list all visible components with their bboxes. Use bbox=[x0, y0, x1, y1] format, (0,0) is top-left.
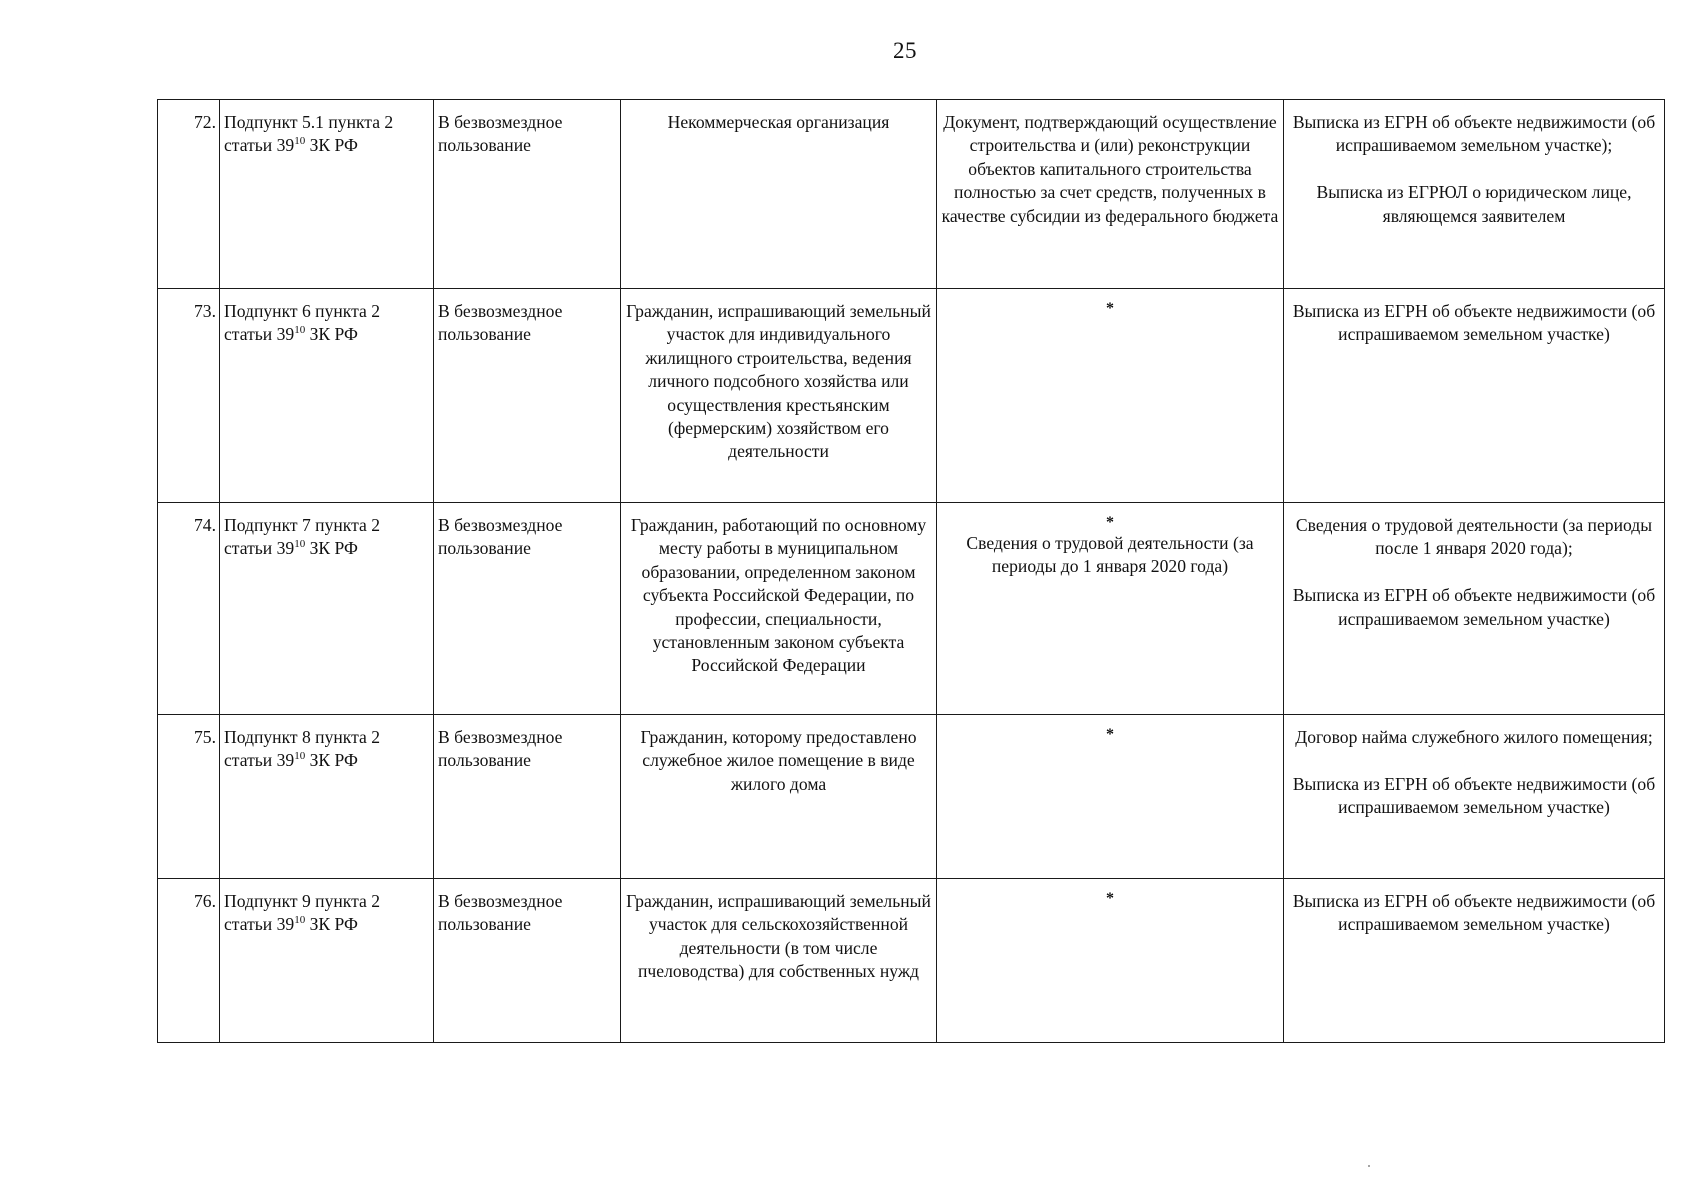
interagency-documents-cell bbox=[1284, 503, 1665, 715]
asterisk-mark: * bbox=[1106, 890, 1114, 907]
applicant-document-text: Документ, подтверждающий осуществление строительства и (или) реконструкции объектов капитального строительства полностью за счет средств, полученных в качестве субсидии из федерального бюджета bbox=[941, 112, 1279, 226]
article-text: статьи 39 bbox=[224, 324, 295, 345]
right-type-line: В безвозмездное bbox=[438, 515, 563, 535]
right-type-line: пользование bbox=[438, 135, 531, 156]
right-type-cell bbox=[434, 503, 621, 715]
table-row bbox=[158, 879, 1665, 1043]
legal-basis-line bbox=[224, 749, 429, 772]
row-number: 75. bbox=[158, 715, 220, 879]
legal-basis-line bbox=[224, 537, 429, 560]
legal-basis-line: Подпункт 6 пункта 2 bbox=[224, 301, 381, 321]
legal-basis-cell bbox=[220, 503, 434, 715]
table-row bbox=[158, 503, 1665, 715]
legal-basis-line bbox=[224, 134, 429, 157]
legal-basis-line: Подпункт 8 пункта 2 bbox=[224, 727, 381, 747]
article-superscript: 10 bbox=[294, 134, 306, 147]
table-row bbox=[158, 715, 1665, 879]
article-superscript: 10 bbox=[294, 323, 306, 336]
row-number: 73. bbox=[158, 289, 220, 503]
legal-basis-cell bbox=[220, 289, 434, 503]
applicant-documents-cell bbox=[937, 100, 1284, 289]
table-row bbox=[158, 100, 1665, 289]
interagency-document: Выписка из ЕГРН об объекте недвижимости (об испрашиваемом земельном участке) bbox=[1292, 891, 1656, 935]
right-type-line: В безвозмездное bbox=[438, 891, 563, 911]
interagency-documents-cell bbox=[1284, 289, 1665, 503]
interagency-document: Выписка из ЕГРН об объекте недвижимости (об испрашиваемом земельном участке) bbox=[1292, 773, 1656, 818]
applicant-cell: Гражданин, испрашивающий земельный участок для сельскохозяйственной деятельности (в том числе пчеловодства) для собственных нужд bbox=[621, 879, 937, 1043]
asterisk-mark: * bbox=[1106, 514, 1114, 531]
row-number: 74. bbox=[158, 503, 220, 715]
legal-basis-line bbox=[224, 323, 429, 346]
legal-basis-line: Подпункт 5.1 пункта 2 bbox=[224, 112, 394, 132]
interagency-document: Выписка из ЕГРН об объекте недвижимости (об испрашиваемом земельном участке) bbox=[1292, 301, 1656, 345]
legal-basis-line: Подпункт 9 пункта 2 bbox=[224, 891, 381, 911]
right-type-line: В безвозмездное bbox=[438, 301, 563, 321]
interagency-documents-cell bbox=[1284, 879, 1665, 1043]
article-text: статьи 39 bbox=[224, 750, 295, 771]
interagency-document: Выписка из ЕГРЮЛ о юридическом лице, являющемся заявителем bbox=[1316, 182, 1632, 226]
applicant-document-text: Сведения о трудовой деятельности (за периоды до 1 января 2020 года) bbox=[966, 533, 1254, 577]
asterisk-mark: * bbox=[1106, 300, 1114, 317]
applicant-documents-cell bbox=[937, 879, 1284, 1043]
row-number: 72. bbox=[158, 100, 220, 289]
page-number: 25 bbox=[893, 38, 917, 63]
applicant-cell: Гражданин, испрашивающий земельный участок для индивидуального жилищного строительства, ведения личного подсобного хозяйства или осуществления крестьянским (фермерским) хозяйством его деятельности bbox=[621, 289, 937, 503]
right-type-line: пользование bbox=[438, 914, 531, 935]
right-type-line: пользование bbox=[438, 538, 531, 559]
applicant-cell: Гражданин, которому предоставлено служебное жилое помещение в виде жилого дома bbox=[621, 715, 937, 879]
code-text: ЗК РФ bbox=[305, 750, 358, 771]
row-number: 76. bbox=[158, 879, 220, 1043]
right-type-cell bbox=[434, 289, 621, 503]
right-type-cell bbox=[434, 879, 621, 1043]
interagency-document: Выписка из ЕГРН об объекте недвижимости (об испрашиваемом земельном участке); bbox=[1292, 112, 1656, 156]
article-superscript: 10 bbox=[294, 913, 306, 926]
code-text: ЗК РФ bbox=[305, 914, 358, 935]
applicant-documents-cell bbox=[937, 289, 1284, 503]
right-type-cell bbox=[434, 715, 621, 879]
article-text: статьи 39 bbox=[224, 538, 295, 559]
interagency-documents-cell bbox=[1284, 100, 1665, 289]
applicant-documents-cell bbox=[937, 503, 1284, 715]
scan-speck bbox=[1368, 1165, 1370, 1167]
legal-basis-line: Подпункт 7 пункта 2 bbox=[224, 515, 381, 535]
article-text: статьи 39 bbox=[224, 914, 295, 935]
documents-table bbox=[157, 99, 1665, 1043]
legal-basis-cell bbox=[220, 715, 434, 879]
right-type-cell bbox=[434, 100, 621, 289]
code-text: ЗК РФ bbox=[305, 135, 358, 156]
legal-basis-cell bbox=[220, 879, 434, 1043]
code-text: ЗК РФ bbox=[305, 538, 358, 559]
code-text: ЗК РФ bbox=[305, 324, 358, 345]
article-superscript: 10 bbox=[294, 749, 306, 762]
right-type-line: пользование bbox=[438, 750, 531, 771]
interagency-document: Договор найма служебного жилого помещения; bbox=[1295, 727, 1653, 747]
table-row bbox=[158, 289, 1665, 503]
asterisk-mark: * bbox=[1106, 726, 1114, 743]
interagency-document: Выписка из ЕГРН об объекте недвижимости (об испрашиваемом земельном участке) bbox=[1292, 585, 1656, 629]
legal-basis-line bbox=[224, 913, 429, 936]
applicant-documents-cell bbox=[937, 715, 1284, 879]
applicant-cell: Гражданин, работающий по основному месту работы в муниципальном образовании, определенном законом субъекта Российской Федерации, по профессии, специальности, установленным законом субъекта Российской Федерации bbox=[621, 503, 937, 715]
applicant-cell: Некоммерческая организация bbox=[621, 100, 937, 289]
right-type-line: пользование bbox=[438, 324, 531, 345]
article-superscript: 10 bbox=[294, 537, 306, 550]
right-type-line: В безвозмездное bbox=[438, 112, 563, 132]
interagency-documents-cell bbox=[1284, 715, 1665, 879]
article-text: статьи 39 bbox=[224, 135, 295, 156]
legal-basis-cell bbox=[220, 100, 434, 289]
interagency-document: Сведения о трудовой деятельности (за периоды после 1 января 2020 года); bbox=[1295, 515, 1653, 559]
right-type-line: В безвозмездное bbox=[438, 727, 563, 747]
